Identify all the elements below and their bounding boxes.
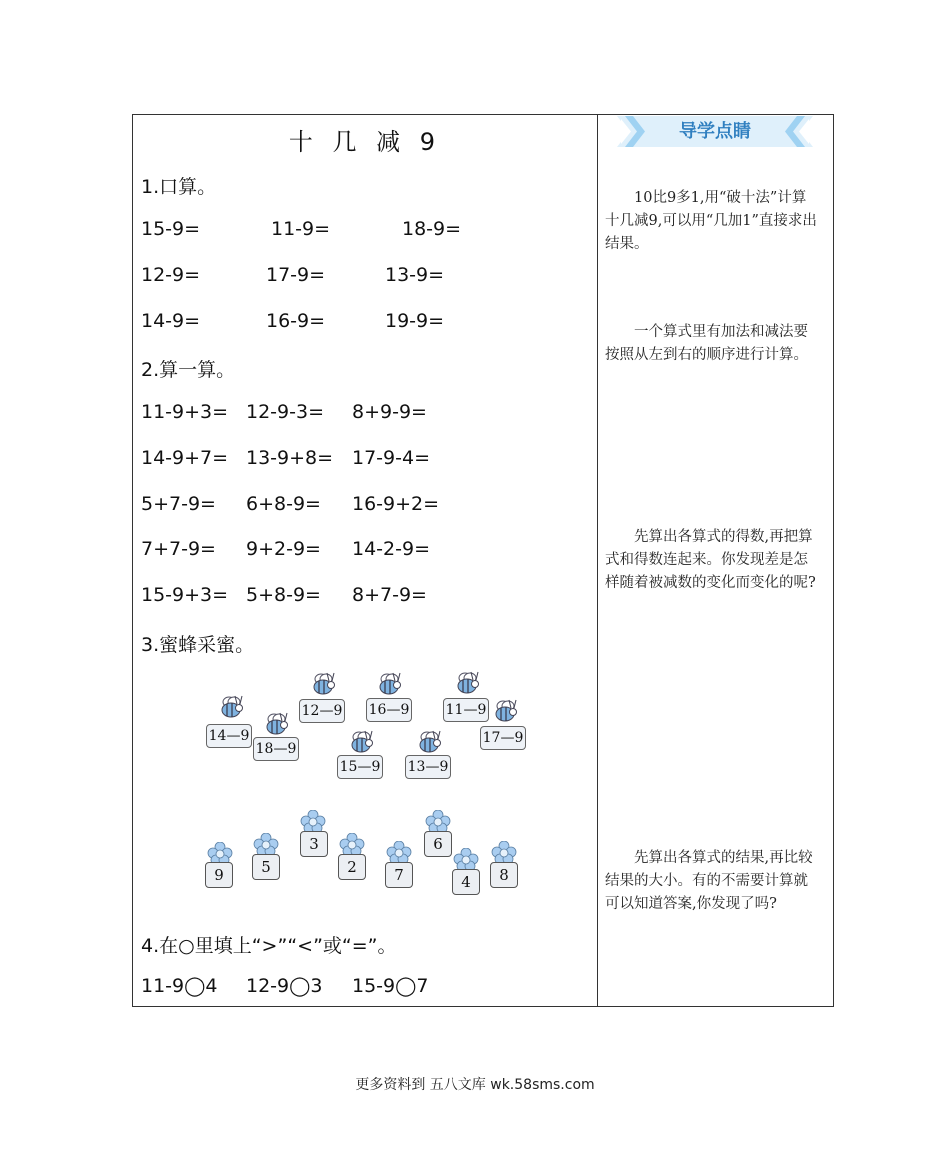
bee-icon	[451, 666, 483, 696]
column-divider	[597, 114, 598, 1007]
calc-item: 16-9+2=	[352, 493, 440, 515]
calc-item: 12-9-3=	[246, 401, 324, 423]
sidebar-note: 先算出各算式的得数,再把算式和得数连起来。你发现差是怎样随着被减数的变化而变化的呢?	[605, 529, 816, 591]
oral-item: 11-9=	[271, 218, 331, 240]
section-3-heading: 3.蜜蜂采蜜。	[141, 634, 255, 656]
bee-icon	[489, 694, 521, 724]
calc-item: 14-9+7=	[141, 447, 229, 469]
oral-item: 15-9=	[141, 218, 201, 240]
sidebar-note: 先算出各算式的结果,再比较结果的大小。有的不需要计算就可以知道答案,你发现了吗?	[605, 850, 813, 912]
bee-card[interactable]: 11—9	[443, 698, 489, 722]
compare-item[interactable]: 11-9◯4	[141, 975, 218, 997]
calc-item: 11-9+3=	[141, 401, 229, 423]
sidebar-note: 10比9多1,用“破十法”计算十几减9,可以用“几加1”直接求出结果。	[605, 190, 817, 252]
flower-number[interactable]: 8	[490, 862, 518, 888]
bee-icon	[215, 690, 247, 720]
flower-number[interactable]: 4	[452, 869, 480, 895]
footer-text: 更多资料到 五八文库 wk.58sms.com	[355, 1077, 595, 1093]
flower-number[interactable]: 6	[424, 831, 452, 857]
sidebar-banner-title: 导学点睛	[679, 121, 751, 142]
bee-icon	[373, 667, 405, 697]
bee-card[interactable]: 16—9	[366, 698, 412, 722]
oral-item: 14-9=	[141, 310, 201, 332]
sidebar-note: 一个算式里有加法和减法要按照从左到右的顺序进行计算。	[605, 324, 808, 363]
page-title: 十 几 减 9	[288, 128, 442, 156]
flower-number[interactable]: 2	[338, 854, 366, 880]
calc-item: 6+8-9=	[246, 493, 321, 515]
compare-item[interactable]: 12-9◯3	[246, 975, 323, 997]
bee-card[interactable]: 15—9	[337, 755, 383, 779]
bee-card[interactable]: 14—9	[206, 724, 252, 748]
oral-item: 18-9=	[402, 218, 462, 240]
section-2-heading: 2.算一算。	[141, 359, 236, 381]
bee-icon	[260, 707, 292, 737]
calc-item: 9+2-9=	[246, 538, 321, 560]
oral-item: 16-9=	[266, 310, 326, 332]
calc-item: 5+8-9=	[246, 584, 321, 606]
calc-item: 7+7-9=	[141, 538, 216, 560]
bee-card[interactable]: 12—9	[299, 699, 345, 723]
calc-item: 5+7-9=	[141, 493, 216, 515]
oral-item: 19-9=	[385, 310, 445, 332]
calc-item: 14-2-9=	[352, 538, 430, 560]
oral-item: 13-9=	[385, 264, 445, 286]
oral-item: 12-9=	[141, 264, 201, 286]
bee-card[interactable]: 18—9	[253, 737, 299, 761]
calc-item: 15-9+3=	[141, 584, 229, 606]
compare-item[interactable]: 15-9◯7	[352, 975, 429, 997]
section-1-heading: 1.口算。	[141, 176, 217, 198]
bee-icon	[345, 725, 377, 755]
oral-item: 17-9=	[266, 264, 326, 286]
flower-number[interactable]: 5	[252, 854, 280, 880]
bee-card[interactable]: 13—9	[405, 755, 451, 779]
flower-number[interactable]: 9	[205, 862, 233, 888]
bee-icon	[307, 667, 339, 697]
calc-item: 8+7-9=	[352, 584, 427, 606]
calc-item: 13-9+8=	[246, 447, 334, 469]
bee-icon	[413, 725, 445, 755]
flower-number[interactable]: 3	[300, 831, 328, 857]
flower-number[interactable]: 7	[385, 862, 413, 888]
calc-item: 17-9-4=	[352, 447, 430, 469]
bee-card[interactable]: 17—9	[480, 726, 526, 750]
calc-item: 8+9-9=	[352, 401, 427, 423]
section-4-heading: 4.在○里填上“>”“<”或“=”。	[141, 935, 397, 957]
